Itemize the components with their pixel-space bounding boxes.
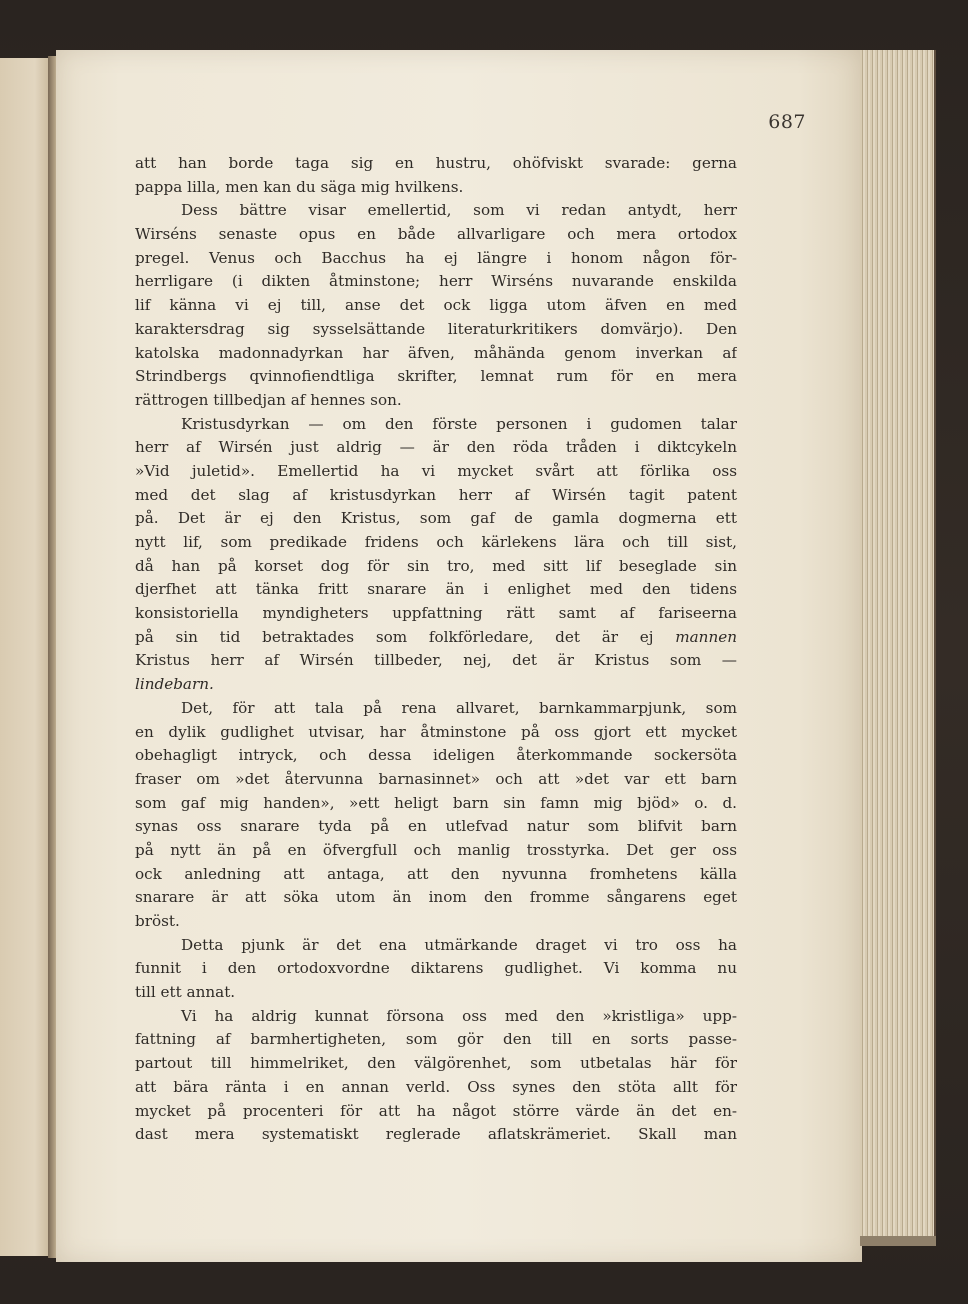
page-stack-edges [860,50,936,1244]
text-line: lindebarn. [135,675,214,694]
text-line: att han borde taga sig en hustru, ohöfviskt svarade: gerna [135,154,737,172]
page-number: 687 [768,111,806,133]
body-text [135,152,737,1147]
text-line: Dess bättre visar emellertid, som vi redan antydt, herr [181,201,737,220]
text-line: obehagligt intryck, och dessa ideligen återkommande sockersöta [135,746,737,765]
text-line: Detta pjunk är det ena utmärkande draget vi tro oss ha [181,935,737,954]
text-line: ock anledning att antaga, att den nyvunna fromhetens källa [135,864,737,883]
text-line: herrligare (i dikten åtminstone; herr Wirséns nuvarande enskilda [135,272,737,291]
text-line: funnit i den ortodoxvordne diktarens gudlighet. Vi komma nu [135,959,737,978]
text-line: en dylik gudlighet utvisar, har åtminstone på oss gjort ett mycket [135,722,737,741]
text-line: lif känna vi ej till, anse det ock ligga utom äfven en med [135,296,737,315]
text-line: »Vid juletid». Emellertid ha vi mycket svårt att förlika oss [135,461,737,480]
text-line: katolska madonnadyrkan har äfven, måhända genom inverkan af [135,343,737,362]
text-line: Vi ha aldrig kunnat försona oss med den »kristliga» upp- [181,1006,737,1025]
text-line: dast mera systematiskt reglerade aflatskrämeriet. Skall man [135,1125,737,1144]
text-line: Det, för att tala på rena allvaret, barnkammarpjunk, som [181,698,737,717]
text-line: på nytt än på en öfvergfull och manlig trosstyrka. Det ger oss [135,840,737,859]
text-line: pregel. Venus och Bacchus ha ej längre i honom någon för- [135,248,737,267]
text-line: på sin tid betraktades som folkförledare, det är ej mannen [135,627,737,646]
text-line: på. Det är ej den Kristus, som gaf de gamla dogmerna ett [135,509,737,528]
text-line: fattning af barmhertigheten, som gör den till en sorts passe- [135,1030,737,1049]
text-line: att bära ränta i en annan verld. Oss synes den stöta allt för [135,1077,737,1096]
text-line: karaktersdrag sig sysselsättande literaturkritikers domvärjo). Den [135,319,737,338]
text-line: Kristus herr af Wirsén tillbeder, nej, det är Kristus som — [135,651,737,670]
text-line: pappa lilla, men kan du säga mig hvilkens. [135,177,464,196]
text-line: rättrogen tillbedjan af hennes son. [135,390,402,409]
text-line: konsistoriella myndigheters uppfattning rätt samt af fariseerna [135,604,737,623]
facing-page-edge [0,58,51,1256]
text-line: snarare är att söka utom än inom den fromme sångarens eget [135,888,737,907]
text-line: Wirséns senaste opus en både allvarligare och mera ortodox [135,225,737,244]
text-line: Kristusdyrkan — om den förste personen i gudomen talar [181,414,737,433]
text-line: partout till himmelriket, den välgörenhet, som utbetalas här för [135,1054,737,1073]
text-line: fraser om »det återvunna barnasinnet» och att »det var ett barn [135,769,737,788]
text-line: som gaf mig handen», »ett heligt barn sin famn mig bjöd» o. d. [135,793,737,812]
book-cover-edge [860,1236,936,1246]
text-line: bröst. [135,912,180,930]
text-line: mycket på procenteri för att ha något större värde än det en- [135,1101,737,1120]
text-line: Strindbergs qvinnofiendtliga skrifter, lemnat rum för en mera [135,367,737,386]
text-line: till ett annat. [135,983,236,1002]
text-line: nytt lif, som predikade fridens och kärlekens lära och till sist, [135,533,737,551]
text-line: med det slag af kristusdyrkan herr af Wirsén tagit patent [135,485,737,504]
text-line: synas oss snarare tyda på en utlefvad natur som blifvit barn [135,817,737,836]
text-line: djerfhet att tänka fritt snarare än i enlighet med den tidens [135,580,737,599]
text-line: herr af Wirsén just aldrig — är den röda tråden i diktcykeln [135,438,737,457]
text-line: då han på korset dog för sin tro, med sitt lif beseglade sin [135,556,737,575]
